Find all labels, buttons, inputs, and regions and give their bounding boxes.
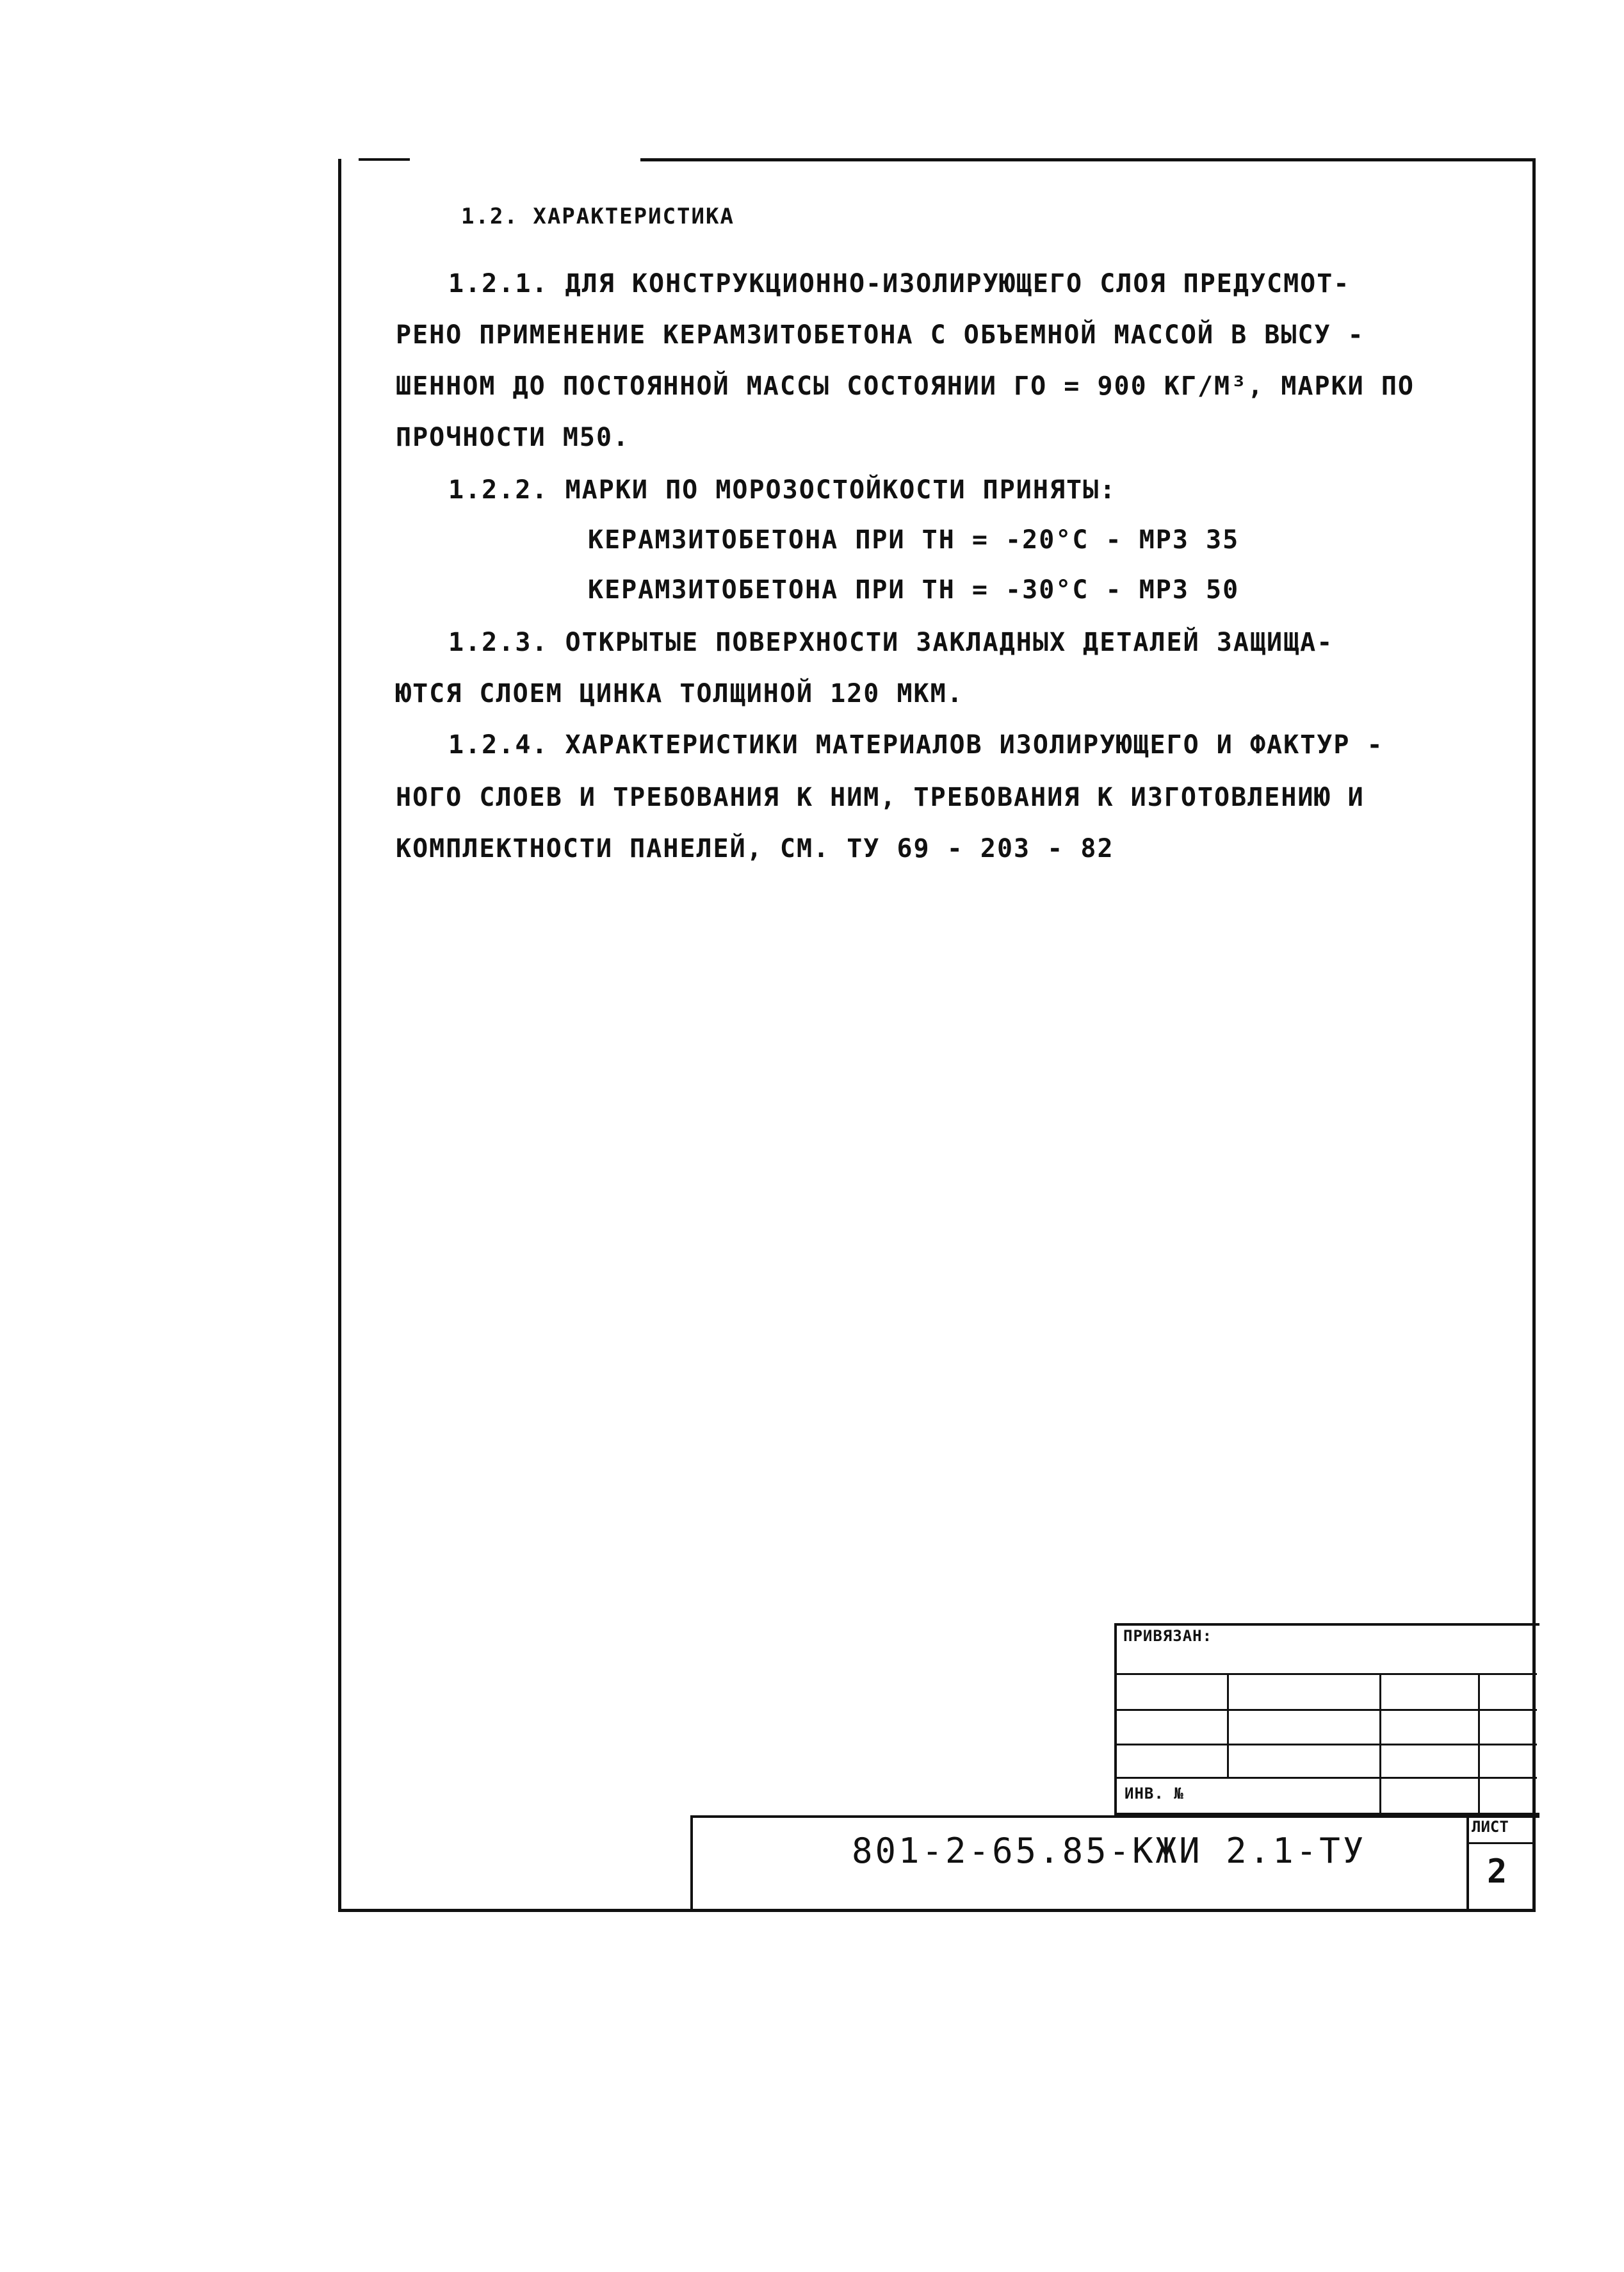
para-3-line-2: ЮТСЯ СЛОЕМ ЦИНКА ТОЛЩИНОЙ 120 МКМ.: [396, 679, 964, 708]
section-heading: 1.2. ХАРАКТЕРИСТИКА: [461, 204, 735, 229]
para-1-line-2: РЕНО ПРИМЕНЕНИЕ КЕРАМЗИТОБЕТОНА С ОБЪЕМНОЙ МАССОЙ В ВЫСУ -: [396, 320, 1365, 350]
stamp-row-divider-3: [1114, 1744, 1537, 1745]
inv-label: ИНВ. №: [1125, 1785, 1184, 1802]
para-2-line-3: КЕРАМЗИТОБЕТОНА ПРИ TН = -30°С - МРЗ 50: [588, 575, 1240, 605]
stamp-row-divider-2: [1114, 1709, 1537, 1711]
stamp-row-divider-1: [1114, 1673, 1537, 1675]
para-2-line-1: 1.2.2. МАРКИ ПО МОРОЗОСТОЙКОСТИ ПРИНЯТЫ:: [448, 475, 1117, 505]
para-3-line-1: 1.2.3. ОТКРЫТЫЕ ПОВЕРХНОСТИ ЗАКЛАДНЫХ ДЕТАЛЕЙ ЗАЩИЩА-: [448, 628, 1334, 657]
stamp-col-divider-2: [1379, 1673, 1381, 1815]
para-1-line-3: ШЕННОМ ДО ПОСТОЯННОЙ МАССЫ СОСТОЯНИИ ΓO = 900 КГ/М³, МАРКИ ПО: [396, 372, 1415, 401]
sheet-label: ЛИСТ: [1472, 1818, 1509, 1836]
para-4-line-1: 1.2.4. ХАРАКТЕРИСТИКИ МАТЕРИАЛОВ ИЗОЛИРУЮЩЕГО И ФАКТУР -: [448, 730, 1384, 760]
stamp-col-divider-1: [1227, 1673, 1229, 1777]
bound-label: ПРИВЯЗАН:: [1123, 1627, 1213, 1645]
document-code: 801-2-65.85-КЖИ 2.1-ТУ: [852, 1831, 1367, 1871]
para-2-line-2: КЕРАМЗИТОБЕТОНА ПРИ TН = -20°С - МРЗ 35: [588, 525, 1240, 555]
sheet-box-divider: [1466, 1842, 1536, 1844]
stamp-row-divider-4: [1114, 1777, 1537, 1779]
sheet-number: 2: [1487, 1852, 1507, 1891]
para-4-line-2: НОГО СЛОЕВ И ТРЕБОВАНИЯ К НИМ, ТРЕБОВАНИЯ К ИЗГОТОВЛЕНИЮ И: [396, 783, 1365, 812]
para-4-line-3: КОМПЛЕКТНОСТИ ПАНЕЛЕЙ, СМ. ТУ 69 - 203 - 82: [396, 834, 1114, 863]
stamp-col-divider-3: [1478, 1673, 1480, 1815]
para-1-line-1: 1.2.1. ДЛЯ КОНСТРУКЦИОННО-ИЗОЛИРУЮЩЕГО СЛОЯ ПРЕДУСМОТ-: [448, 269, 1351, 298]
para-1-line-4: ПРОЧНОСТИ М50.: [396, 423, 630, 452]
